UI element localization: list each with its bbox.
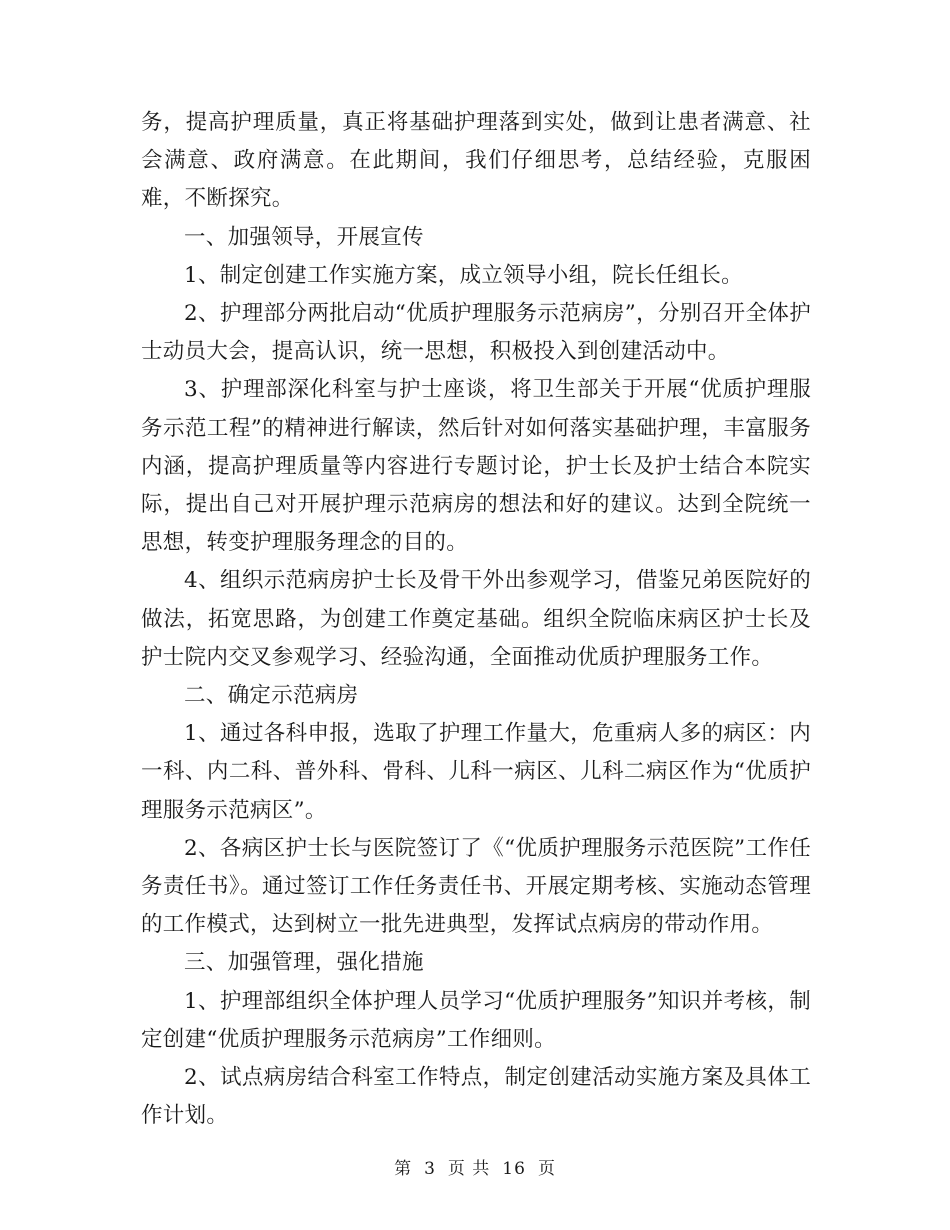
- paragraph-item: 2、护理部分两批启动“优质护理服务示范病房”，分别召开全体护士动员大会，提高认识，统一思想，积极投入到创建活动中。: [141, 301, 811, 365]
- current-page-number: 3: [424, 1159, 436, 1179]
- paragraph-item: 3、护理部深化科室与护士座谈，将卫生部关于开展“优质护理服务示范工程”的精神进行解读，然后针对如何落实基础护理，丰富服务内涵，提高护理质量等内容进行专题讨论，护士长及护士结合本院实际，提出自己对开展护理示范病房的想法和好的建议。达到全院统一思想，转变护理服务理念的目的。: [141, 377, 811, 556]
- paragraph-item: 1、通过各科申报，选取了护理工作量大，危重病人多的病区：内一科、内二科、普外科、骨科、儿科一病区、儿科二病区作为“优质护理服务示范病区”。: [141, 721, 811, 823]
- paragraph-continuation: 务，提高护理质量，真正将基础护理落到实处，做到让患者满意、社会满意、政府满意。在此期间，我们仔细思考，总结经验，克服困难，不断探究。: [141, 110, 811, 212]
- section-heading-2: 二、确定示范病房: [184, 683, 359, 709]
- section-heading-3: 三、加强管理，强化措施: [184, 950, 424, 976]
- footer-prefix: 第: [394, 1159, 413, 1179]
- paragraph-item: 4、组织示范病房护士长及骨干外出参观学习，借鉴兄弟医院好的做法，拓宽思路，为创建工作奠定基础。组织全院临床病区护士长及护士院内交叉参观学习、经验沟通，全面推动优质护理服务工作。: [141, 568, 811, 670]
- paragraph-item: 1、护理部组织全体护理人员学习“优质护理服务”知识并考核，制定创建“优质护理服务示范病房”工作细则。: [141, 988, 811, 1052]
- document-body: [141, 104, 811, 1135]
- paragraph-item: 2、各病区护士长与医院签订了《“优质护理服务示范医院”工作任务责任书》。通过签订工作任务责任书、开展定期考核、实施动态管理的工作模式，达到树立一批先进典型，发挥试点病房的带动作用。: [141, 835, 811, 938]
- section-heading-1: 一、加强领导，开展宣传: [184, 224, 424, 250]
- total-page-count: 16: [502, 1159, 526, 1179]
- page-footer: [0, 1154, 950, 1179]
- footer-suffix: 页: [537, 1159, 556, 1179]
- paragraph-item: 1、制定创建工作实施方案，成立领导小组，院长任组长。: [184, 262, 743, 288]
- footer-middle: 页 共: [447, 1159, 491, 1179]
- paragraph-item: 2、试点病房结合科室工作特点，制定创建活动实施方案及具体工作计划。: [141, 1065, 811, 1129]
